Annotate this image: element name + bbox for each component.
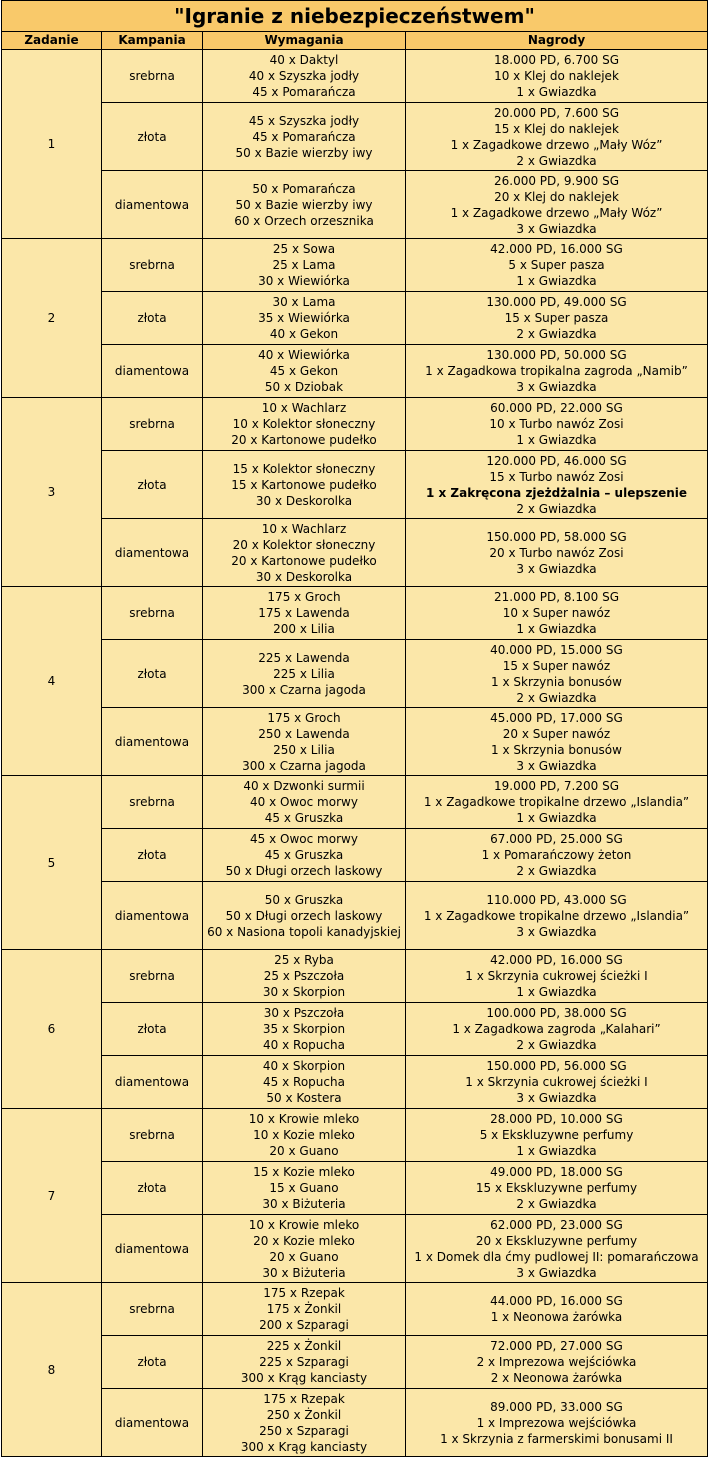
campaign-cell: złota [102, 1003, 203, 1056]
rewards-cell [406, 1215, 708, 1283]
requirements-cell [203, 1162, 406, 1215]
rewards-cell [406, 1162, 708, 1215]
requirement-line: 250 x Szparagi [259, 1423, 349, 1438]
reward-line: 1 x Gwiazdka [516, 433, 597, 447]
campaign-cell: diamentowa [102, 882, 203, 950]
rewards-cell [406, 708, 708, 776]
reward-line: 1 x Gwiazdka [516, 85, 597, 99]
reward-line: 1 x Skrzynia bonusów [491, 674, 622, 689]
requirement-line: 15 x Guano [269, 1181, 339, 1195]
requirement-line: 175 x Lawenda [258, 606, 350, 620]
campaign-cell: złota [102, 1336, 203, 1389]
requirements-cell [203, 1215, 406, 1283]
table-row [2, 1389, 708, 1457]
requirement-line: 30 x Deskorolka [255, 493, 353, 508]
reward-line: 1 x Gwiazdka [516, 622, 597, 636]
requirement-line: 10 x Kozie mleko [253, 1128, 355, 1142]
table-row [2, 292, 708, 345]
reward-line: 2 x Gwiazdka [516, 501, 597, 516]
reward-line: 18.000 PD, 6.700 SG [494, 53, 619, 67]
campaign-cell: srebrna [102, 1109, 203, 1162]
reward-line: 1 x Zagadkowe drzewo „Mały Wóz” [450, 205, 663, 220]
reward-line: 28.000 PD, 10.000 SG [490, 1112, 623, 1126]
table-row [2, 50, 708, 103]
requirements-cell [203, 1003, 406, 1056]
reward-line: 2 x Gwiazdka [516, 1197, 597, 1211]
table-row [2, 519, 708, 587]
task-number: 3 [2, 398, 102, 587]
reward-line: 2 x Gwiazdka [516, 864, 597, 878]
reward-line: 15 x Turbo nawóz Zosi [489, 469, 624, 484]
rewards-cell [406, 398, 708, 451]
reward-line: 1 x Neonowa żarówka [490, 1310, 623, 1324]
requirement-line: 10 x Kolektor słoneczny [232, 417, 376, 431]
task-number: 1 [2, 50, 102, 239]
requirement-line: 30 x Wiewiórka [258, 274, 350, 288]
requirements-cell [203, 345, 406, 398]
reward-line: 20 x Super nawóz [502, 726, 611, 741]
reward-line: 5 x Super pasza [508, 258, 605, 272]
task-number: 4 [2, 587, 102, 776]
header-campaign: Kampania [102, 32, 203, 50]
rewards-cell [406, 1283, 708, 1336]
rewards-cell [406, 1109, 708, 1162]
table-row [2, 1003, 708, 1056]
requirement-line: 40 x Szyszka jodły [248, 69, 360, 83]
requirement-line: 50 x Pomarańcza [252, 181, 356, 196]
reward-line: 20 x Ekskluzywne perfumy [475, 1233, 638, 1248]
requirement-line: 20 x Kartonowe pudełko [231, 433, 377, 447]
campaign-cell: srebrna [102, 398, 203, 451]
reward-line: 1 x Skrzynia cukrowej ścieżki I [465, 1075, 648, 1089]
reward-line: 1 x Imprezowa wejściówka [476, 1415, 637, 1430]
requirement-line: 40 x Skorpion [262, 1059, 346, 1073]
requirements-cell [203, 1336, 406, 1389]
requirement-line: 20 x Kolektor słoneczny [232, 537, 376, 552]
reward-line: 1 x Gwiazdka [516, 1144, 597, 1158]
rewards-cell [406, 950, 708, 1003]
reward-line: 2 x Gwiazdka [516, 690, 597, 705]
rewards-cell [406, 103, 708, 171]
requirement-line: 200 x Lilia [273, 622, 335, 636]
requirement-line: 45 x Owoc morwy [250, 832, 358, 846]
requirement-line: 25 x Sowa [272, 242, 336, 256]
reward-line: 130.000 PD, 50.000 SG [486, 348, 627, 362]
campaign-cell: złota [102, 103, 203, 171]
campaign-cell: złota [102, 829, 203, 882]
requirements-cell [203, 776, 406, 829]
requirement-line: 50 x Kostera [266, 1091, 342, 1105]
requirement-line: 50 x Długi orzech laskowy [225, 864, 383, 878]
campaign-cell: diamentowa [102, 171, 203, 239]
reward-line: 1 x Gwiazdka [516, 274, 597, 288]
reward-line: 3 x Gwiazdka [516, 924, 597, 939]
reward-line: 1 x Zagadkowa tropikalna zagroda „Namib” [425, 364, 688, 378]
reward-line: 15 x Ekskluzywne perfumy [475, 1181, 638, 1195]
campaign-cell: złota [102, 1162, 203, 1215]
reward-line: 130.000 PD, 49.000 SG [486, 295, 627, 309]
requirement-line: 45 x Szyszka jodły [248, 113, 360, 128]
reward-line: 1 x Skrzynia cukrowej ścieżki I [465, 969, 648, 983]
requirement-line: 50 x Bazie wierzby iwy [235, 145, 373, 160]
campaign-cell: srebrna [102, 1283, 203, 1336]
requirement-line: 20 x Kartonowe pudełko [231, 553, 377, 568]
requirement-line: 40 x Ropucha [263, 1038, 345, 1052]
requirements-cell [203, 587, 406, 640]
requirement-line: 35 x Wiewiórka [258, 311, 350, 325]
table-row [2, 1109, 708, 1162]
campaign-cell: srebrna [102, 776, 203, 829]
header-requirements: Wymagania [203, 32, 406, 50]
reward-line: 3 x Gwiazdka [516, 758, 597, 773]
rewards-cell [406, 451, 708, 519]
requirement-line: 175 x Rzepak [263, 1391, 345, 1406]
reward-line: 2 x Imprezowa wejściówka [476, 1355, 637, 1369]
task-number: 8 [2, 1283, 102, 1457]
campaign-cell: diamentowa [102, 708, 203, 776]
reward-line: 15 x Super pasza [504, 311, 609, 325]
requirement-line: 250 x Lilia [273, 742, 335, 757]
requirement-line: 40 x Dzwonki surmii [243, 779, 365, 793]
requirement-line: 35 x Skorpion [262, 1022, 346, 1036]
requirement-line: 30 x Lama [272, 295, 336, 309]
table-row [2, 239, 708, 292]
reward-line: 42.000 PD, 16.000 SG [490, 953, 623, 967]
table-row [2, 1336, 708, 1389]
requirement-line: 300 x Krąg kanciasty [240, 1371, 368, 1385]
requirement-line: 45 x Ropucha [263, 1075, 345, 1089]
rewards-cell [406, 640, 708, 708]
campaign-cell: złota [102, 451, 203, 519]
table-row [2, 829, 708, 882]
campaign-cell: diamentowa [102, 1389, 203, 1457]
requirements-cell [203, 398, 406, 451]
campaign-cell: złota [102, 292, 203, 345]
reward-line: 1 x Zakręcona zjeżdżalnia – ulepszenie [425, 485, 688, 500]
requirement-line: 250 x Lawenda [258, 726, 350, 741]
table-row [2, 398, 708, 451]
rewards-cell [406, 292, 708, 345]
reward-line: 3 x Gwiazdka [516, 1091, 597, 1105]
requirement-line: 30 x Deskorolka [255, 569, 353, 584]
requirement-line: 40 x Daktyl [269, 53, 339, 67]
reward-line: 1 x Domek dla ćmy pudlowej II: pomarańczowa [414, 1249, 699, 1264]
requirements-cell [203, 640, 406, 708]
reward-line: 3 x Gwiazdka [516, 561, 597, 576]
requirement-line: 10 x Krowie mleko [248, 1217, 360, 1232]
table-row [2, 587, 708, 640]
requirement-line: 25 x Pszczoła [263, 969, 345, 983]
requirements-cell [203, 708, 406, 776]
requirements-cell [203, 519, 406, 587]
requirement-line: 50 x Gruszka [264, 892, 344, 907]
table-title: "Igranie z niebezpieczeństwem" [2, 1, 708, 32]
requirement-line: 225 x Lilia [273, 666, 335, 681]
rewards-cell [406, 1003, 708, 1056]
requirement-line: 30 x Skorpion [262, 985, 346, 999]
requirement-line: 225 x Żonkil [266, 1339, 342, 1353]
task-number: 7 [2, 1109, 102, 1283]
requirements-cell [203, 950, 406, 1003]
requirements-cell [203, 50, 406, 103]
requirement-line: 50 x Dziobak [264, 380, 344, 394]
requirement-line: 40 x Gekon [269, 327, 339, 341]
requirements-cell [203, 171, 406, 239]
campaign-cell: srebrna [102, 50, 203, 103]
requirement-line: 175 x Rzepak [263, 1286, 345, 1300]
reward-line: 10 x Super nawóz [502, 606, 611, 620]
reward-line: 19.000 PD, 7.200 SG [494, 779, 619, 793]
rewards-cell [406, 239, 708, 292]
task-number: 5 [2, 776, 102, 950]
reward-line: 150.000 PD, 58.000 SG [486, 529, 627, 544]
rewards-cell [406, 50, 708, 103]
requirements-cell [203, 1389, 406, 1457]
reward-line: 20 x Turbo nawóz Zosi [489, 545, 624, 560]
requirements-cell [203, 882, 406, 950]
reward-line: 49.000 PD, 18.000 SG [490, 1165, 623, 1179]
rewards-cell [406, 776, 708, 829]
reward-line: 60.000 PD, 22.000 SG [490, 401, 623, 415]
reward-line: 2 x Gwiazdka [516, 153, 597, 168]
requirement-line: 45 x Pomarańcza [252, 85, 356, 99]
campaign-cell: diamentowa [102, 1056, 203, 1109]
requirement-line: 20 x Guano [269, 1144, 339, 1158]
reward-line: 3 x Gwiazdka [516, 1265, 597, 1280]
rewards-cell [406, 519, 708, 587]
requirement-line: 300 x Czarna jagoda [242, 758, 366, 773]
table-row [2, 1215, 708, 1283]
requirements-cell [203, 239, 406, 292]
rewards-cell [406, 587, 708, 640]
reward-line: 1 x Zagadkowe drzewo „Mały Wóz” [450, 137, 663, 152]
rewards-cell [406, 171, 708, 239]
reward-line: 110.000 PD, 43.000 SG [486, 892, 627, 907]
requirement-line: 20 x Guano [269, 1249, 339, 1264]
table-row [2, 103, 708, 171]
requirement-line: 200 x Szparagi [259, 1318, 349, 1332]
reward-line: 1 x Pomarańczowy żeton [481, 848, 632, 862]
reward-line: 5 x Ekskluzywne perfumy [479, 1128, 634, 1142]
task-number: 6 [2, 950, 102, 1109]
requirement-line: 45 x Gruszka [264, 811, 344, 825]
rewards-cell [406, 1056, 708, 1109]
reward-line: 100.000 PD, 38.000 SG [486, 1006, 627, 1020]
reward-line: 21.000 PD, 8.100 SG [494, 590, 619, 604]
requirement-line: 175 x Żonkil [266, 1302, 342, 1316]
reward-line: 42.000 PD, 16.000 SG [490, 242, 623, 256]
reward-line: 1 x Skrzynia bonusów [491, 742, 622, 757]
requirements-cell [203, 103, 406, 171]
table-row [2, 882, 708, 950]
reward-line: 20.000 PD, 7.600 SG [494, 105, 619, 120]
requirement-line: 30 x Biżuteria [262, 1197, 346, 1211]
requirement-line: 10 x Krowie mleko [248, 1112, 360, 1126]
reward-line: 150.000 PD, 56.000 SG [486, 1059, 627, 1073]
reward-line: 44.000 PD, 16.000 SG [490, 1294, 623, 1308]
requirements-cell [203, 451, 406, 519]
requirement-line: 40 x Owoc morwy [250, 795, 358, 809]
rewards-cell [406, 882, 708, 950]
requirement-line: 30 x Pszczoła [263, 1006, 345, 1020]
rewards-table [1, 0, 708, 1457]
reward-line: 72.000 PD, 27.000 SG [490, 1339, 623, 1353]
requirement-line: 175 x Groch [267, 590, 341, 604]
requirement-line: 15 x Kolektor słoneczny [232, 461, 376, 476]
campaign-cell: złota [102, 640, 203, 708]
header-rewards: Nagrody [406, 32, 708, 50]
reward-line: 1 x Gwiazdka [516, 985, 597, 999]
reward-line: 1 x Zagadkowe tropikalne drzewo „Islandia” [423, 795, 690, 809]
reward-line: 3 x Gwiazdka [516, 221, 597, 236]
task-number: 2 [2, 239, 102, 398]
requirement-line: 60 x Nasiona topoli kanadyjskiej [207, 924, 401, 939]
requirement-line: 15 x Kartonowe pudełko [231, 477, 377, 492]
campaign-cell: srebrna [102, 950, 203, 1003]
requirement-line: 50 x Długi orzech laskowy [225, 908, 383, 923]
requirements-cell [203, 1283, 406, 1336]
reward-line: 62.000 PD, 23.000 SG [490, 1217, 623, 1232]
reward-line: 20 x Klej do naklejek [494, 189, 619, 204]
campaign-cell: diamentowa [102, 519, 203, 587]
rewards-cell [406, 1336, 708, 1389]
requirement-line: 15 x Kozie mleko [253, 1165, 355, 1179]
rewards-cell [406, 1389, 708, 1457]
requirement-line: 25 x Lama [272, 258, 336, 272]
header-task: Zadanie [2, 32, 102, 50]
campaign-cell: srebrna [102, 587, 203, 640]
reward-line: 45.000 PD, 17.000 SG [490, 710, 623, 725]
reward-line: 40.000 PD, 15.000 SG [490, 642, 623, 657]
reward-line: 1 x Zagadkowa zagroda „Kalahari” [452, 1022, 661, 1036]
table-row [2, 451, 708, 519]
requirement-line: 50 x Bazie wierzby iwy [235, 197, 373, 212]
requirement-line: 20 x Kozie mleko [253, 1233, 355, 1248]
requirement-line: 225 x Szparagi [259, 1355, 349, 1369]
table-row [2, 1162, 708, 1215]
requirements-cell [203, 292, 406, 345]
table-row [2, 776, 708, 829]
table-row [2, 345, 708, 398]
reward-line: 15 x Klej do naklejek [494, 121, 619, 136]
table-row [2, 1283, 708, 1336]
requirement-line: 250 x Żonkil [266, 1407, 342, 1422]
reward-line: 120.000 PD, 46.000 SG [486, 453, 627, 468]
requirement-line: 10 x Wachlarz [261, 521, 347, 536]
table-row [2, 1056, 708, 1109]
reward-line: 2 x Gwiazdka [516, 327, 597, 341]
requirement-line: 175 x Groch [267, 710, 341, 725]
reward-line: 2 x Neonowa żarówka [490, 1371, 623, 1385]
table-row [2, 171, 708, 239]
reward-line: 67.000 PD, 25.000 SG [490, 832, 623, 846]
rewards-cell [406, 345, 708, 398]
reward-line: 1 x Skrzynia z farmerskimi bonusami II [440, 1431, 673, 1446]
requirement-line: 40 x Wiewiórka [258, 348, 350, 362]
reward-line: 15 x Super nawóz [502, 658, 611, 673]
requirement-line: 30 x Biżuteria [262, 1265, 346, 1280]
requirement-line: 45 x Gekon [269, 364, 339, 378]
requirement-line: 45 x Gruszka [264, 848, 344, 862]
reward-line: 26.000 PD, 9.900 SG [494, 173, 619, 188]
campaign-cell: diamentowa [102, 1215, 203, 1283]
table-row [2, 708, 708, 776]
rewards-cell [406, 829, 708, 882]
reward-line: 2 x Gwiazdka [516, 1038, 597, 1052]
requirements-cell [203, 1056, 406, 1109]
requirement-line: 60 x Orzech orzesznika [234, 213, 374, 228]
campaign-cell: diamentowa [102, 345, 203, 398]
requirements-cell [203, 1109, 406, 1162]
reward-line: 3 x Gwiazdka [516, 380, 597, 394]
reward-line: 1 x Gwiazdka [516, 811, 597, 825]
reward-line: 10 x Turbo nawóz Zosi [489, 417, 624, 431]
reward-line: 89.000 PD, 33.000 SG [490, 1399, 623, 1414]
requirement-line: 300 x Krąg kanciasty [240, 1439, 368, 1454]
requirement-line: 45 x Pomarańcza [252, 129, 356, 144]
requirement-line: 25 x Ryba [274, 953, 334, 967]
reward-line: 10 x Klej do naklejek [494, 69, 619, 83]
table-body [2, 50, 708, 1457]
table-row [2, 950, 708, 1003]
requirements-cell [203, 829, 406, 882]
campaign-cell: srebrna [102, 239, 203, 292]
reward-line: 1 x Zagadkowe tropikalne drzewo „Islandia” [423, 908, 690, 923]
requirement-line: 300 x Czarna jagoda [242, 682, 366, 697]
table-row [2, 640, 708, 708]
requirement-line: 225 x Lawenda [258, 650, 350, 665]
requirement-line: 10 x Wachlarz [261, 401, 347, 415]
